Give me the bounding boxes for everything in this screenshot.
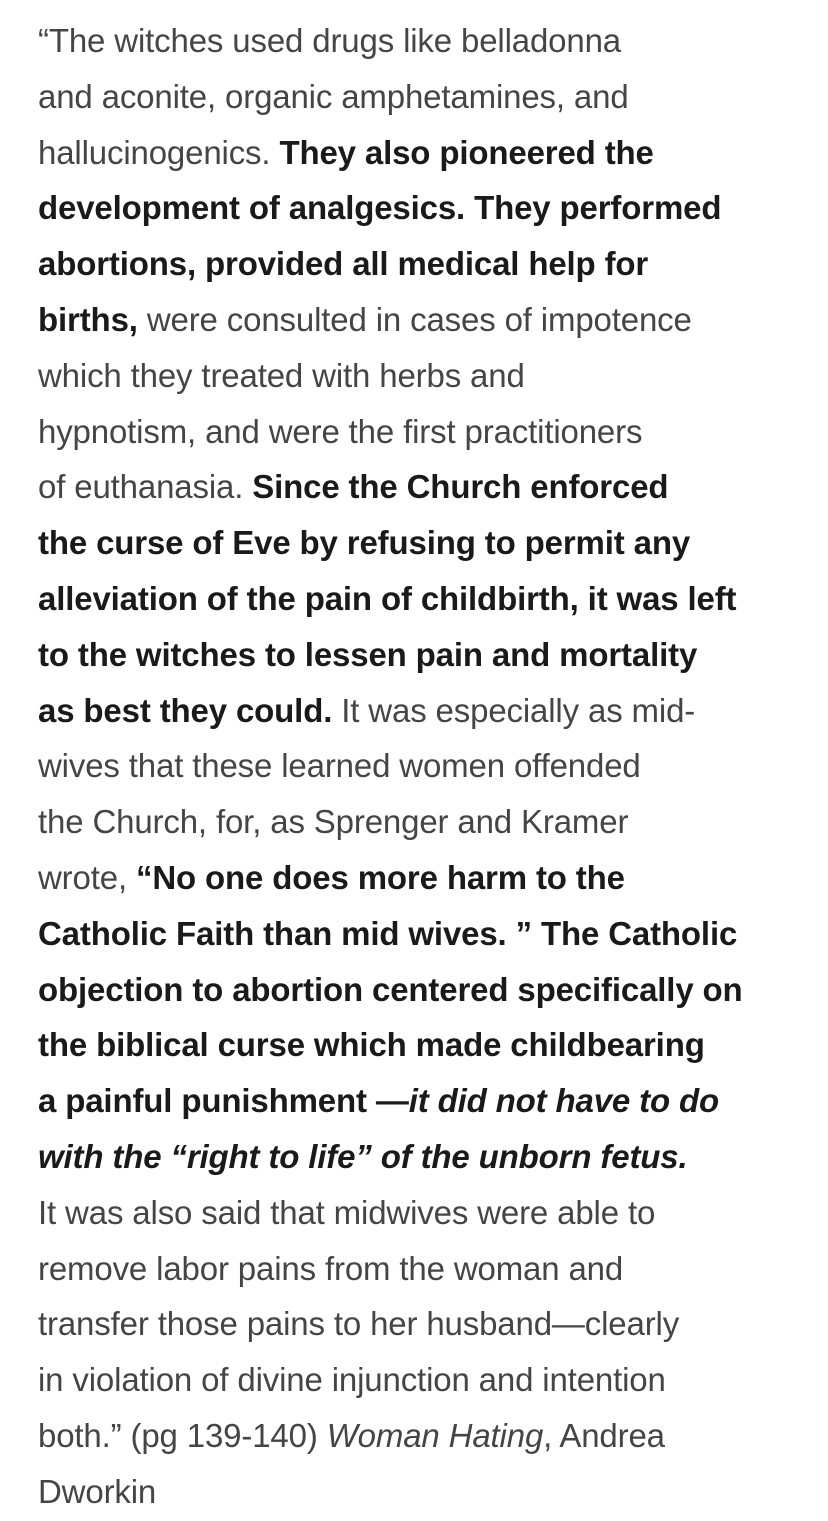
text-run: were consulted in cases of impotence	[137, 300, 692, 338]
text-line	[38, 1352, 798, 1408]
text-run: objection to abortion centered specifically on	[38, 970, 743, 1008]
text-line	[38, 348, 798, 404]
text-run: It was especially as mid-	[332, 691, 696, 729]
text-run: development of analgesics. They performed	[38, 189, 722, 227]
text-run: “No one does more harm to the	[135, 858, 625, 896]
text-run: both.” (pg 139-140)	[38, 1416, 327, 1454]
text-line	[38, 1296, 798, 1352]
text-run: the biblical curse which made childbearing	[38, 1026, 705, 1064]
text-run: with the “right to life” of the unborn fetus.	[38, 1137, 688, 1175]
text-run: alleviation of the pain of childbirth, it was left	[38, 579, 737, 617]
text-run: the Church, for, as Sprenger and Kramer	[38, 803, 629, 841]
text-line	[38, 180, 798, 236]
text-line	[38, 1185, 798, 1241]
text-line	[38, 13, 798, 69]
text-line	[38, 571, 798, 627]
text-run: Woman Hating	[326, 1416, 544, 1454]
text-line	[38, 125, 798, 181]
text-run: wives that these learned women offended	[38, 747, 641, 785]
text-run: , Andrea	[543, 1416, 665, 1454]
text-run: Catholic Faith than mid wives. ” The Catholic	[38, 914, 738, 952]
text-line	[38, 794, 798, 850]
text-line	[38, 1241, 798, 1297]
text-run: and aconite, organic amphetamines, and	[38, 77, 629, 115]
text-line	[38, 292, 798, 348]
text-line	[38, 1129, 798, 1185]
text-line	[38, 627, 798, 683]
text-line	[38, 69, 798, 125]
text-run: hallucinogenics.	[38, 133, 280, 171]
text-line	[38, 515, 798, 571]
text-line	[38, 1017, 798, 1073]
text-line	[38, 236, 798, 292]
text-run: a painful punishment —	[38, 1082, 409, 1120]
text-run: as best they could.	[38, 691, 333, 729]
text-run: which they treated with herbs and	[38, 356, 525, 394]
text-run: in violation of divine injunction and intention	[38, 1361, 666, 1399]
text-run: abortions, provided all medical help for	[38, 245, 649, 283]
text-run: transfer those pains to her husband—clearly	[38, 1305, 680, 1343]
text-line	[38, 962, 798, 1018]
text-run: to the witches to lessen pain and mortality	[38, 635, 698, 673]
text-run: They also pioneered the	[279, 133, 654, 171]
text-run: Dworkin	[38, 1472, 157, 1510]
text-run: it did not have to do	[408, 1082, 720, 1120]
text-run: births,	[38, 300, 138, 338]
text-run: hypnotism, and were the first practitioners	[38, 412, 643, 450]
text-line	[38, 1073, 798, 1129]
text-line	[38, 404, 798, 460]
text-run: wrote,	[38, 858, 136, 896]
text-line	[38, 850, 798, 906]
text-run: Since the Church enforced	[252, 468, 669, 506]
text-run: of euthanasia.	[38, 468, 253, 506]
text-line	[38, 683, 798, 739]
text-line	[38, 459, 798, 515]
text-line	[38, 906, 798, 962]
text-line	[38, 1464, 798, 1520]
text-run: remove labor pains from the woman and	[38, 1249, 624, 1287]
text-line	[38, 738, 798, 794]
text-run: “The witches used drugs like belladonna	[38, 22, 621, 59]
text-run: It was also said that midwives were able to	[38, 1193, 656, 1231]
text-line	[38, 1408, 798, 1464]
text-run: the curse of Eve by refusing to permit any	[38, 524, 691, 562]
